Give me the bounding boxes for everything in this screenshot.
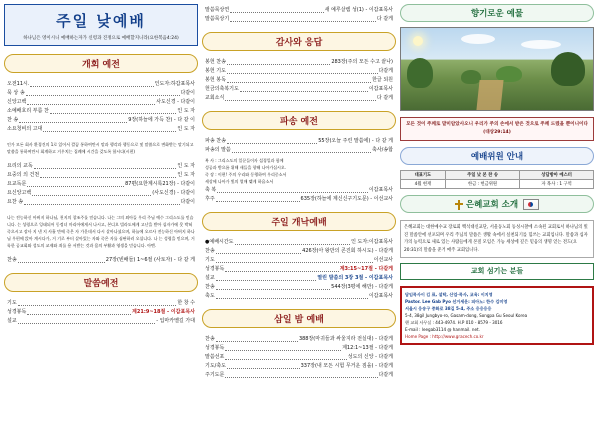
dot-leader bbox=[227, 64, 330, 65]
dot-leader bbox=[216, 201, 300, 202]
dot-leader bbox=[43, 131, 176, 132]
order-row bbox=[7, 107, 195, 116]
cloud-shape bbox=[521, 40, 561, 49]
order-row bbox=[7, 80, 195, 89]
order-value: 계21:9~18절 - 이갑표목사 bbox=[132, 309, 195, 315]
order-value: 다 같게 bbox=[376, 95, 393, 101]
order-row bbox=[7, 299, 195, 308]
column-right bbox=[400, 4, 594, 420]
banner-title: 주일 낮예배 bbox=[56, 12, 146, 30]
order-value: 이선교사 bbox=[373, 257, 393, 263]
dot-leader bbox=[40, 177, 176, 178]
dot-leader bbox=[32, 195, 151, 196]
order-value: 다같이 bbox=[180, 199, 195, 205]
table-row bbox=[401, 180, 594, 189]
order-row bbox=[205, 265, 393, 274]
order-row bbox=[7, 308, 195, 317]
order-row bbox=[205, 94, 393, 103]
order-label: 요중의 의 건천 bbox=[7, 172, 40, 178]
landscape-photo bbox=[400, 27, 594, 111]
order-row bbox=[205, 186, 393, 195]
order-row bbox=[7, 89, 195, 98]
order-row bbox=[7, 256, 195, 265]
dot-leader bbox=[50, 113, 177, 114]
order-value: 인 도 자 bbox=[177, 126, 195, 132]
order-value: 388장(마귀들과 싸울지라 전실대) - 다같게 bbox=[298, 336, 393, 342]
banner-subtitle: 하나님은 영이시니 예배하는자가 신령과 진정으로 예배할지니라(요한복음4:24) bbox=[23, 36, 179, 41]
order-label: 기도 bbox=[205, 257, 215, 263]
order-row bbox=[205, 362, 393, 371]
order-label: 축도 bbox=[205, 293, 215, 299]
order-row bbox=[7, 189, 195, 198]
meditation-rows bbox=[202, 4, 396, 26]
order-value: 다 같게 bbox=[376, 16, 393, 22]
opening-order-list bbox=[4, 78, 198, 136]
order-label: 말씀선포 bbox=[205, 354, 225, 360]
order-label: 봉헌 봉독 bbox=[205, 77, 226, 83]
order-value: 한 창 수 bbox=[177, 300, 195, 306]
apostles-creed-text: 나는 전능하신 아버지 하나님, 천지의 창조주를 믿습니다. 나는 그의 외아들 우리 주님 예수 그리스도를 믿습니다. 는 성령으로 잉태되어 동정녀 마리아에게서 나시고, 본디오 빌라도에게 고난을 받아 십자가에 못 박혀 죽으시고 장사 지 낸 지 사흘 만에 죽은 자 가운데서 다시 살아나셨으며, 하늘에 오르사 전능하신 아버지 하나님 우편에 앉아 계시다가, 거 기로 부터 살아있는 자와 죽은 자를 심판하러 오십니다. 나 는 성령을 믿으며, 거룩한 공교회와 성도의 교제와 죄를 용 서받는 것과 몸의 부활과 영생을 믿습니다. 아멘. bbox=[7, 215, 195, 248]
order-label: 말씀묵상기 bbox=[205, 16, 230, 22]
dot-leader bbox=[227, 73, 378, 74]
order-value: 다같게 bbox=[378, 372, 393, 378]
order-value: 한글 되원 bbox=[372, 77, 393, 83]
order-label: 주기도문 bbox=[205, 372, 225, 378]
order-label: 찬송 bbox=[205, 248, 215, 254]
dot-leader bbox=[216, 341, 298, 342]
church-intro-title bbox=[400, 195, 594, 213]
dot-leader bbox=[24, 204, 179, 205]
order-value: 426장(아 왕만의 콘진회 하시도) - 다같게 bbox=[302, 248, 393, 254]
dot-leader bbox=[30, 86, 153, 87]
table-header-cell: 상담방아 에스터 bbox=[520, 171, 594, 180]
order-label: 후주 bbox=[205, 196, 215, 202]
contact-line: 서울시 응송구 중화로 38길 5-4, 주소 응응응응 bbox=[405, 306, 492, 311]
dot-leader bbox=[225, 359, 346, 360]
dot-leader bbox=[225, 377, 377, 378]
section-sending-title: 파송 예전 bbox=[202, 111, 396, 130]
order-row bbox=[7, 317, 195, 326]
order-row bbox=[205, 146, 393, 155]
prayer-note: 인가 모든 회사 환경건의 1로 있어서 깔끔 통하여만시 말과 행각과 행동으로 및 말씀으로 변화받는 말기되고 말씀을 통하여만시 회계하고 거우치는 집례에 시간을 갖도록 합시다(시편) bbox=[7, 142, 194, 154]
order-row bbox=[205, 344, 393, 353]
order-row bbox=[205, 292, 393, 301]
order-value: 이갑표목사 bbox=[368, 86, 393, 92]
column-center bbox=[202, 4, 396, 420]
order-value: (사도신경) - 다같이 bbox=[152, 190, 195, 196]
order-label: 묵 상 송 bbox=[7, 90, 25, 96]
order-label: 말씀묵상연 bbox=[205, 7, 230, 13]
order-label: 봉헌 기도 bbox=[205, 68, 226, 74]
sun-shape bbox=[413, 36, 423, 46]
dot-leader bbox=[27, 186, 124, 187]
dot-leader bbox=[216, 280, 317, 281]
order-label: 요교독문 bbox=[7, 181, 27, 187]
contact-line: 담임목사이 김 표, 설탁, 산업·목사, 교육: 이지영 bbox=[405, 292, 493, 297]
section-thanksgiving-title: 감사와 응답 bbox=[202, 32, 396, 51]
order-value: 다같이 bbox=[180, 90, 195, 96]
order-value: 새 예루살렘 성(1) - 이갑표목사 bbox=[324, 7, 393, 13]
order-label: 교회소식 bbox=[205, 95, 225, 101]
dot-leader bbox=[217, 192, 368, 193]
dot-leader bbox=[19, 122, 127, 123]
order-value: 인 도 자 bbox=[177, 163, 195, 169]
order-row bbox=[205, 256, 393, 265]
order-value: 27장(빈배들) 1~6절 (사토자) - 다 같 게 bbox=[105, 257, 195, 263]
order-value: 인도자:하갑표목사 bbox=[154, 81, 195, 87]
dot-leader bbox=[232, 152, 371, 153]
dot-leader bbox=[27, 314, 131, 315]
order-label: 봉헌 찬송 bbox=[205, 59, 226, 65]
order-row bbox=[205, 353, 393, 362]
section-sunday-evening-title: 주일 개낙예배 bbox=[202, 212, 396, 231]
dot-leader bbox=[216, 253, 302, 254]
dot-leader bbox=[18, 305, 177, 306]
contact-line: 5-4, 38gil Jungbyo-ro, Gasam-dong, Songpa Gu Seoul Korea bbox=[405, 313, 528, 318]
order-label: 파송의 말씀 bbox=[205, 147, 231, 153]
order-label: ●예배시간도 bbox=[205, 239, 234, 245]
order-row bbox=[7, 125, 195, 134]
order-value: 인 도자:이갑표목사 bbox=[351, 239, 393, 245]
order-row bbox=[205, 15, 393, 24]
table-header-row bbox=[401, 171, 594, 180]
dot-leader bbox=[225, 100, 376, 101]
dot-leader bbox=[225, 271, 338, 272]
order-row bbox=[7, 116, 195, 125]
three-column-layout bbox=[4, 4, 596, 420]
church-intro-title-text: 은혜교회 소개 bbox=[465, 200, 519, 210]
order-row bbox=[7, 98, 195, 107]
order-value: 다같게 bbox=[378, 68, 393, 74]
hymn-row-group bbox=[4, 254, 198, 267]
contact-line: 핸 교회 사무실 : 443-4974. H.P 010 - 8579 - 3016 bbox=[405, 320, 503, 325]
path-shape bbox=[476, 80, 503, 110]
order-row bbox=[205, 371, 393, 380]
korean-flag-icon bbox=[523, 199, 539, 210]
order-row bbox=[7, 162, 195, 171]
order-value: 9장(하늘에 가득 찬) - 다 같 이 bbox=[128, 117, 195, 123]
order-value: 635장(하늘에 계신신구기도문) - 이선교사 bbox=[300, 196, 393, 202]
thanksgiving-order-list bbox=[202, 56, 396, 105]
order-label: 찬송 bbox=[7, 257, 17, 263]
order-value: 55장(오늘 주린 말씀에) - 다 같 게 bbox=[318, 138, 393, 144]
tree-shape bbox=[551, 52, 585, 86]
section-word-title: 말씀예전 bbox=[4, 273, 198, 292]
order-label: 요리의 교독 bbox=[7, 163, 33, 169]
order-row bbox=[7, 171, 195, 180]
order-value: 544장(3평에 해만) - 다같게 bbox=[331, 284, 393, 290]
order-value: 337장(내 모든 시험 무거운 짐을) - 다같게 bbox=[300, 363, 393, 369]
order-row bbox=[205, 137, 393, 146]
wednesday-order-list bbox=[202, 333, 396, 382]
dot-leader bbox=[227, 368, 300, 369]
word-order-list bbox=[4, 297, 198, 328]
order-value: 283장(주의 모든 수고 끝나) bbox=[331, 59, 393, 65]
worship-staff-table bbox=[400, 170, 594, 189]
order-label: 설교 bbox=[205, 275, 215, 281]
order-row bbox=[205, 76, 393, 85]
order-label: 요찬 송 bbox=[7, 199, 24, 205]
order-label: 성경봉독 bbox=[205, 345, 225, 351]
order-value: 열린 말씀의 3장 3절 - 이갑표목사 bbox=[317, 275, 393, 281]
dot-leader bbox=[240, 91, 368, 92]
order-label: 성경봉독 bbox=[205, 266, 225, 272]
dot-leader bbox=[216, 289, 330, 290]
order-label: 기도/축도 bbox=[205, 363, 227, 369]
order-row bbox=[205, 85, 393, 94]
order-value: 계3:15~17절 - 다같게 bbox=[339, 266, 393, 272]
order-value: - 입마카멜길 가대 bbox=[156, 318, 195, 324]
dot-leader bbox=[230, 12, 323, 13]
order-row bbox=[205, 335, 393, 344]
section-wednesday-title: 삼일 밤 예배 bbox=[202, 309, 396, 328]
column-left bbox=[4, 4, 198, 420]
dot-leader bbox=[34, 168, 177, 169]
cloud-shape bbox=[461, 34, 495, 44]
order-row bbox=[205, 238, 393, 247]
service-banner bbox=[4, 4, 198, 46]
order-row bbox=[205, 67, 393, 76]
dot-leader bbox=[216, 262, 373, 263]
table-header-cell: 주일 낮 본 찬 송 bbox=[445, 171, 519, 180]
tree-shape bbox=[407, 58, 433, 88]
sunday-evening-order-list bbox=[202, 236, 396, 303]
section-opening-title: 개회 예전 bbox=[4, 54, 198, 73]
order-value: 인 도 자 bbox=[177, 108, 195, 114]
dot-leader bbox=[227, 143, 317, 144]
cross-icon bbox=[455, 200, 463, 210]
order-label: 소예배호리 부름 찬 bbox=[7, 108, 49, 114]
order-label: 기도 bbox=[7, 300, 17, 306]
order-row bbox=[205, 247, 393, 256]
contact-line: Pastor. Lee Gab Pyo 선거세운: 피아노: 한수 김미영 bbox=[405, 299, 508, 304]
contact-box bbox=[400, 286, 594, 345]
dot-leader bbox=[230, 21, 376, 22]
order-row bbox=[7, 180, 195, 189]
offering-verse: 모든 것이 주께로 말미암았사오니 우리가 주의 손에서 받은 것으로 주께 드렸을 뿐이니이다(대상29:14) bbox=[400, 117, 594, 141]
order-row bbox=[205, 6, 393, 15]
order-value: 성도의 신앙 - 다같게 bbox=[347, 354, 393, 360]
order-label: 축 복 bbox=[205, 187, 217, 193]
table-header-cell: 대표기도 bbox=[401, 171, 446, 180]
order-row bbox=[205, 195, 393, 204]
order-label: 헌금의축복기도 bbox=[205, 86, 239, 92]
order-label: 찬송 bbox=[205, 284, 215, 290]
order-value: 이갑표목사 bbox=[368, 293, 393, 299]
order-label: 찬 송 bbox=[7, 117, 19, 123]
order-value: 87편(요한계시록21장) - 다같이 bbox=[125, 181, 195, 187]
order-value: 사도신경 - 다같이 bbox=[156, 99, 195, 105]
table-cell: 4월 현재 bbox=[401, 180, 446, 189]
dot-leader bbox=[225, 350, 341, 351]
order-value: 인 도 자 bbox=[177, 172, 195, 178]
church-staff-title: 교회 섬기는 분들 bbox=[470, 266, 524, 275]
order-label: 성경봉독 bbox=[7, 309, 27, 315]
table-cell: 한금 : 헌금위원 bbox=[445, 180, 519, 189]
sending-note: 복 사 : 그리스도의 일꾼들이자 섬경일과 함께 성공과 받으름 위해 새들을 향해 나아가십시오. 죽 장 : 이편! 주의 우리와 동행하여 우리중소서 세상에 나아가 빛의 열매 맺게 하옵소서 bbox=[205, 158, 287, 184]
dot-leader bbox=[18, 262, 105, 263]
offering-photo-title: 향기로운 예물 bbox=[400, 4, 594, 22]
dot-leader bbox=[18, 323, 156, 324]
bush-shape bbox=[461, 70, 481, 84]
opening-order-list-2 bbox=[4, 160, 198, 209]
order-label: 오전11시. bbox=[7, 81, 30, 87]
order-label: 파송 찬송 bbox=[205, 138, 226, 144]
dot-leader bbox=[216, 298, 368, 299]
order-row bbox=[7, 198, 195, 207]
church-intro-text: 은혜교회는 대한예수교 장로회 백석대신교단, 서울동노회 동성시찰에 소속된 교회로서 하나님의 빛 진 말씀안에 선포되며 우리 주님의 말씀은 생활 속에서 실천되기를 힘쓰는 교회입니다. 말씀과 십자가의 능력으로 새로 있는 사람들에게 본질 모임은 가능 세상에 깊은 믿음의 생명 얻는 전도(요20:31)의 말씀을 준거 매주 교회입니다. bbox=[400, 220, 594, 258]
church-staff-box bbox=[400, 263, 594, 280]
dot-leader bbox=[227, 82, 371, 83]
contact-line: E-mail : leegab3114 @ hanmail. net. bbox=[405, 327, 480, 332]
contact-homepage[interactable]: Home Page : http://www.gracech.co.kr bbox=[405, 334, 484, 339]
order-label: 요신앙고백 bbox=[7, 190, 32, 196]
dot-leader bbox=[26, 95, 180, 96]
order-value: 축사/송합 bbox=[371, 147, 393, 153]
worship-staff-title: 예배위원 안내 bbox=[400, 147, 594, 165]
order-label: 찬송 bbox=[205, 336, 215, 342]
dot-leader bbox=[235, 244, 351, 245]
order-label: 소요청비의 고대 bbox=[7, 126, 43, 132]
order-value: 이갑표목사 bbox=[368, 187, 393, 193]
order-value: 계12:1~13절 - 다같게 bbox=[342, 345, 393, 351]
order-label: 설교 bbox=[7, 318, 17, 324]
dot-leader bbox=[27, 104, 155, 105]
table-cell: 자 목사 : 1 구역 bbox=[520, 180, 594, 189]
order-row bbox=[205, 283, 393, 292]
order-label: 신앙고백 bbox=[7, 99, 27, 105]
order-row bbox=[205, 274, 393, 283]
order-row bbox=[205, 58, 393, 67]
sending-order-list bbox=[202, 135, 396, 206]
